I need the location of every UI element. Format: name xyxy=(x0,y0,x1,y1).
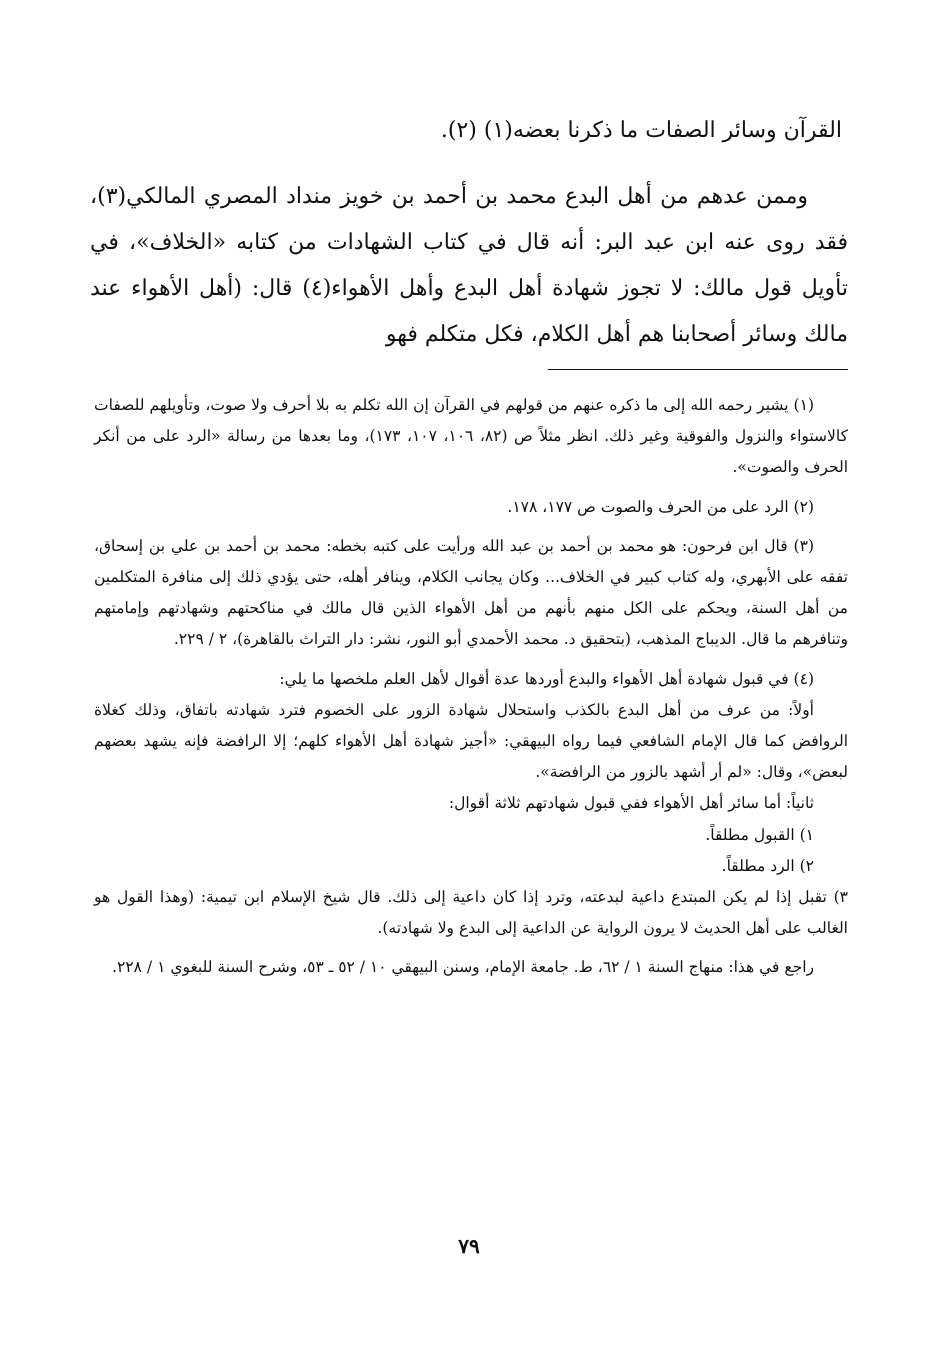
footnote-4-option-1: ١) القبول مطلقاً. xyxy=(705,825,814,844)
footnotes xyxy=(94,390,848,984)
footnote-1: (١) يشير رحمه الله إلى ما ذكره عنهم من قولهم في القرآن إن الله تكلم به بلا أحرف ولا صوت، وتأويلهم للصفات كالاستواء والنزول والفوقية وغير ذلك. انظر مثلاً ص (٨٢، ١٠٦، ١٠٧، ١٧٣)، وما بعدها من رسالة «الرد على من أنكر الحرف والصوت». xyxy=(94,396,848,477)
footnote-4-second: ثانياً: أما سائر أهل الأهواء ففي قبول شهادتهم ثلاثة أقوال: xyxy=(448,794,814,813)
footnote-4-option-2: ٢) الرد مطلقاً. xyxy=(721,856,814,875)
main-paragraph-text: وممن عدهم من أهل البدع محمد بن أحمد بن خويز منداد المصري المالكي(٣)، فقد روى عنه ابن عبد البر: أنه قال في كتاب الشهادات من كتابه «الخلاف»، في تأويل قول مالك: لا تجوز شهادة أهل البدع وأهل الأهواء(٤) قال: (أهل الأهواء عند مالك وسائر أصحابنا هم أهل الكلام، فكل متكلم فهو xyxy=(90,184,848,347)
footnote-2: (٢) الرد على من الحرف والصوت ص ١٧٧، ١٧٨. xyxy=(507,497,814,516)
footnote-4-references: راجع في هذا: منهاج السنة ١ / ٦٢، ط. جامعة الإمام، وسنن البيهقي ١٠ / ٥٢ ـ ٥٣، وشرح السنة للبغوي ١ / ٢٢٨. xyxy=(112,958,814,977)
footnote-4-first: أولاً: من عرف من أهل البدع بالكذب واستحلال شهادة الزور على الخصوم فترد شهادته باتفاق، وذلك كغلاة الروافض كما قال الإمام الشافعي فيما رواه البيهقي: «أجيز شهادة أهل الأهواء كلهم؛ إلا الرافضة فإنه يشهد بعضهم لبعض»، وقال: «لم أر أشهد بالزور من الرافضة». xyxy=(94,700,848,782)
footnote-3: (٣) قال ابن فرحون: هو محمد بن أحمد بن عبد الله ورأيت على كتبه بخطه: محمد بن أحمد بن علي بن إسحاق، تفقه على الأبهري، وله كتاب كبير في الخلاف... وكان يجانب الكلام، وينافر أهله، حتى يؤدي ذلك إلى منافرة المتكلمين من أهل السنة، ويحكم على الكل منهم بأنهم من أهل الأهواء الذين قال مالك في مناكحتهم وشهادتهم وإمامتهم وتنافرهم ما قال. الديباج المذهب، (بتحقيق د. محمد الأحمدي أبو النور، نشر: دار التراث بالقاهرة)، ٢ / ٢٢٩. xyxy=(94,536,848,649)
main-paragraph xyxy=(90,174,848,358)
continuation-line: القرآن وسائر الصفات ما ذكرنا بعضه(١) (٢). xyxy=(440,118,842,143)
footnote-4-option-3: ٣) تقبل إذا لم يكن المبتدع داعية لبدعته، وترد إذا كان داعية إلى ذلك. قال شيخ الإسلام ابن تيمية: (وهذا القول هو الغالب على أهل الحديث لا يرون الرواية عن الداعية إلى البدع ولا شهادته). xyxy=(94,888,848,938)
footnote-separator xyxy=(548,369,848,370)
footnote-4-intro: (٤) في قبول شهادة أهل الأهواء والبدع أوردها عدة أقوال لأهل العلم ملخصها ما يلي: xyxy=(279,669,814,688)
page-number: ٧٩ xyxy=(458,1234,480,1258)
